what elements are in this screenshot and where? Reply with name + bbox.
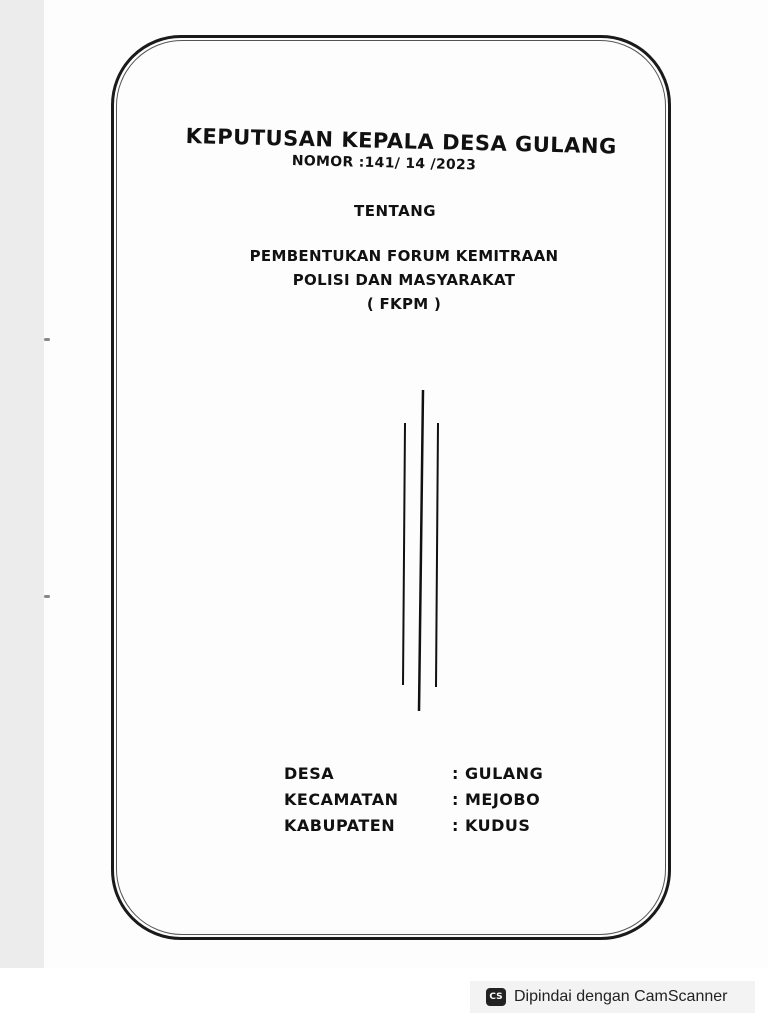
document-title: KEPUTUSAN KEPALA DESA GULANG [185, 124, 618, 159]
center-vertical-line [419, 390, 423, 711]
location-row-kecamatan [284, 786, 543, 812]
location-row-desa [284, 760, 543, 786]
tentang-heading: TENTANG [354, 202, 437, 220]
location-label: KECAMATAN [284, 789, 399, 809]
scan-speck [44, 338, 50, 341]
location-value: : KUDUS [452, 815, 531, 835]
location-value: : MEJOBO [452, 789, 541, 809]
decorative-vertical-lines [395, 385, 445, 715]
document-subject [0, 244, 768, 316]
location-info [284, 760, 543, 838]
location-row-kabupaten [284, 812, 543, 838]
camscanner-watermark [470, 981, 755, 1013]
location-label: KABUPATEN [284, 815, 396, 835]
document-number: NOMOR :141/ 14 /2023 [291, 153, 477, 174]
location-value: : GULANG [452, 763, 544, 783]
left-vertical-line [403, 423, 405, 685]
right-vertical-line [436, 423, 438, 687]
subject-line-1: PEMBENTUKAN FORUM KEMITRAAN [249, 247, 559, 265]
scan-speck [44, 595, 50, 598]
subject-line-3: ( FKPM ) [366, 295, 442, 313]
subject-line-2: POLISI DAN MASYARAKAT [292, 271, 516, 289]
watermark-text: Dipindai dengan CamScanner [514, 988, 728, 1005]
camscanner-logo-icon: CS [486, 988, 506, 1006]
location-label: DESA [284, 763, 335, 783]
